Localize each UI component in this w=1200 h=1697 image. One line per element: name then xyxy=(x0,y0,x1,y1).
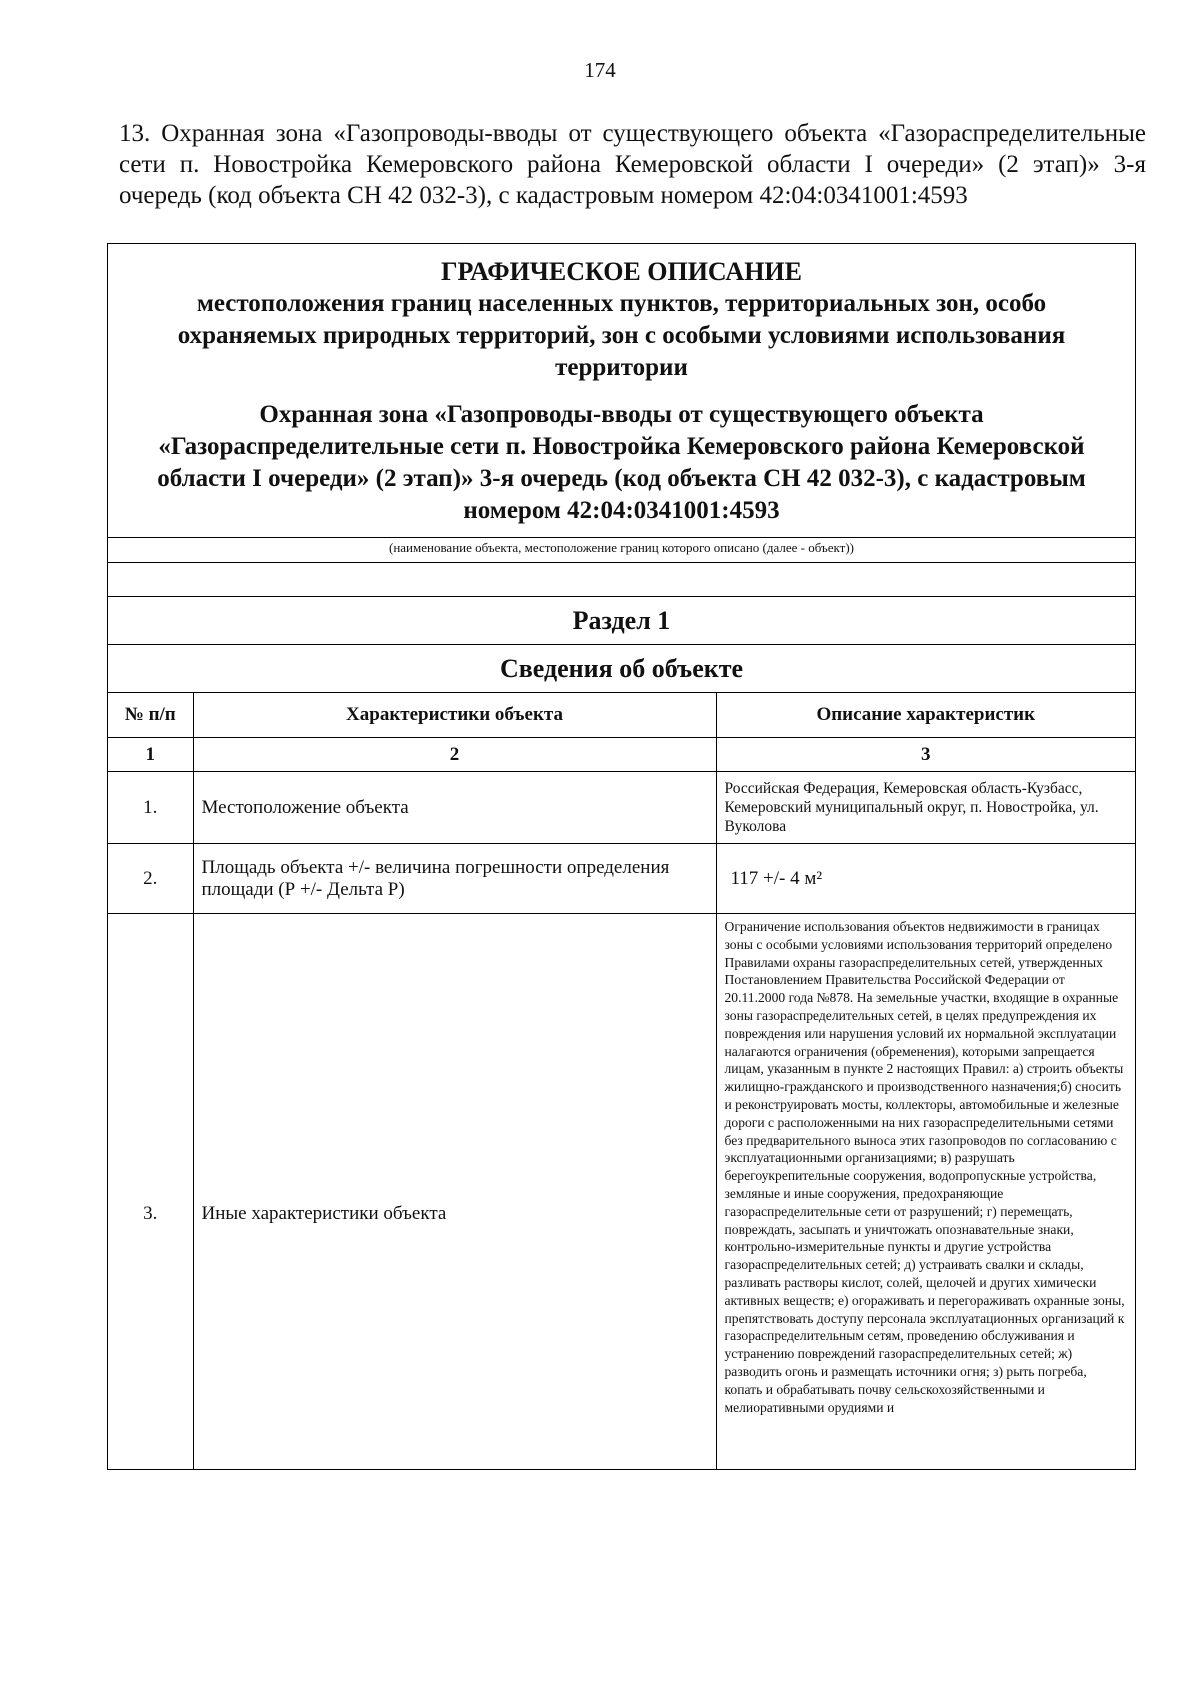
object-name-caption: (наименование объекта, местоположение границ которого описано (далее - объект)) xyxy=(108,538,1135,563)
column-number: 3 xyxy=(716,738,1135,772)
table-row xyxy=(108,772,1135,844)
section-subtitle: Сведения об объекте xyxy=(108,645,1135,693)
table-row xyxy=(108,844,1135,914)
column-number: 2 xyxy=(193,738,716,772)
column-number: 1 xyxy=(108,738,193,772)
column-header-description: Описание характеристик xyxy=(716,693,1135,738)
row-number: 1. xyxy=(108,772,193,844)
document-frame xyxy=(107,243,1136,1470)
intro-paragraph: 13. Охранная зона «Газопроводы-вводы от существующего объекта «Газораспределительные сети п. Новостройка Кемеровского района Кемеровской области I очереди» (2 этап)» 3-я очередь (код объекта СН 42 032-3), с кадастровым номером 42:04:0341001:4593 xyxy=(119,120,1146,209)
row-description: Ограничение использования объектов недвижимости в границах зоны с особыми условиями использования территорий определено Правилами охраны газораспределительных сетей, утвержденных Постановлением Правительства Российской Федерации от 20.11.2000 года №878. На земельные участки, входящие в охранные зоны газораспределительных сетей, в целях предупреждения их повреждения или нарушения условий их нормальной эксплуатации налагаются ограничения (обременения), которыми запрещается лицам, указанным в пункте 2 настоящих Правил: а) строить объекты жилищно-гражданского и производственного назначения;б) сносить и реконструировать мосты, коллекторы, автомобильные и железные дороги с расположенными на них газораспределительными сетями без предварительного выноса этих газопроводов по согласованию с эксплуатационными организациями; в) разрушать берегоукрепительные сооружения, водопропускные устройства, земляные и иные сооружения, предохраняющие газораспределительные сети от разрушений; г) перемещать, повреждать, засыпать и уничтожать опознавательные знаки, контрольно-измерительные пункты и другие устройства газораспределительных сетей; д) устраивать свалки и склады, разливать растворы кислот, солей, щелочей и других химически активных веществ; е) огораживать и перегораживать охранные зоны, препятствовать доступу персонала эксплуатационных организаций к газораспределительным сетям, проведению обслуживания и устранению повреждений газораспределительных сетей; ж) разводить огонь и размещать источники огня; з) рыть погреба, копать и обрабатывать почву сельскохозяйственными и мелиоративными орудиями и xyxy=(716,914,1135,1471)
document-title: ГРАФИЧЕСКОЕ ОПИСАНИЕ xyxy=(441,257,802,286)
row-description: Российская Федерация, Кемеровская область-Кузбасс, Кемеровский муниципальный округ, п. Новостройка, ул. Вуколова xyxy=(716,772,1135,844)
row-characteristic: Местоположение объекта xyxy=(193,772,716,844)
page-number: 174 xyxy=(584,58,616,82)
column-number-row xyxy=(108,738,1135,772)
object-info-table xyxy=(108,693,1135,1470)
row-characteristic: Иные характеристики объекта xyxy=(193,914,716,1471)
row-characteristic: Площадь объекта +/- величина погрешности определения площади (Р +/- Дельта Р) xyxy=(193,844,716,914)
row-number: 2. xyxy=(108,844,193,914)
table-row xyxy=(108,914,1135,1471)
row-number: 3. xyxy=(108,914,193,1471)
column-header-number: № п/п xyxy=(108,693,193,738)
row-description: 117 +/- 4 м² xyxy=(716,844,1135,914)
object-name: Охранная зона «Газопроводы-вводы от существующего объекта «Газораспределительные сети п. Новостройка Кемеровского района Кемеровской области I очереди» (2 этап)» 3-я очередь (код объекта СН 42 032-3), с кадастровым номером 42:04:0341001:4593 xyxy=(157,401,1086,524)
document-subtitle: местоположения границ населенных пунктов, территориальных зон, особо охраняемых природных территорий, зон с особыми условиями использования территории xyxy=(177,290,1066,381)
section-title: Раздел 1 xyxy=(108,597,1135,645)
table-header-row xyxy=(108,693,1135,738)
spacer-row xyxy=(108,563,1135,597)
graphic-description-header xyxy=(108,244,1135,538)
column-header-characteristic: Характеристики объекта xyxy=(193,693,716,738)
